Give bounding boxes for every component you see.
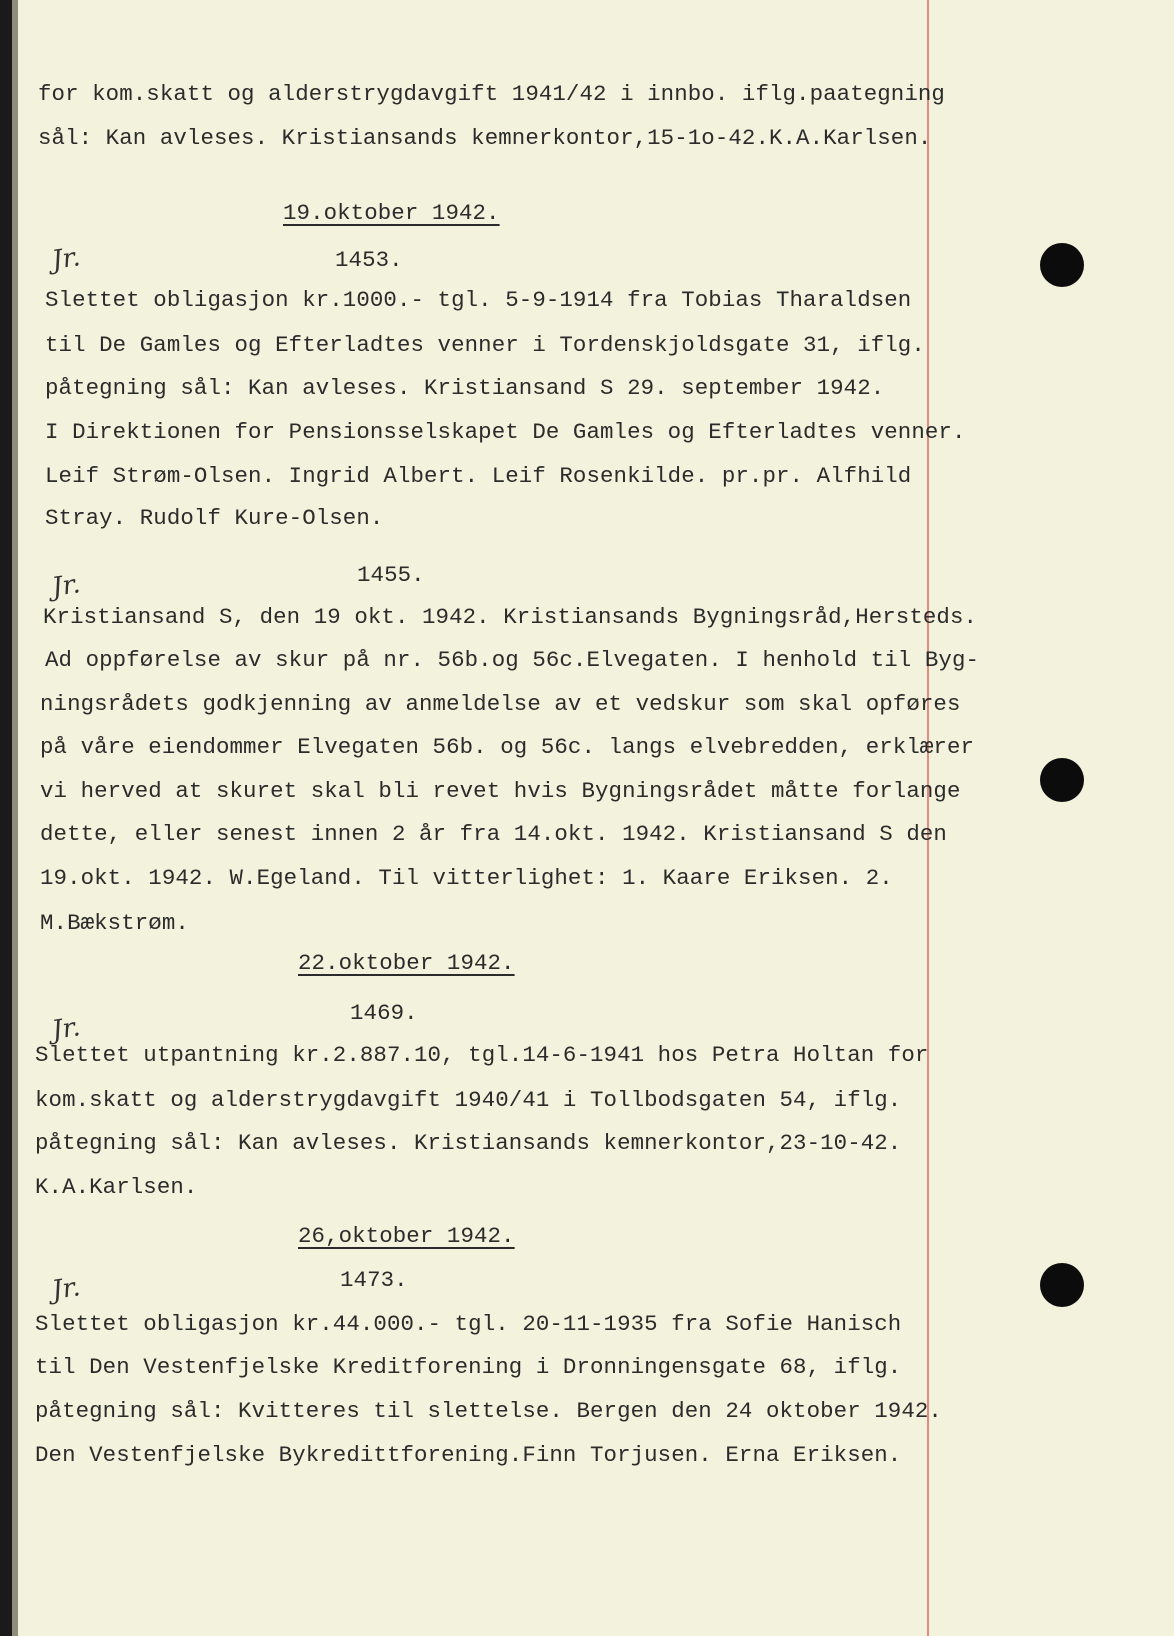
- handwritten-margin-mark: Jr.: [50, 569, 83, 603]
- handwritten-margin-mark: Jr.: [50, 1272, 83, 1306]
- punch-hole: [1040, 758, 1084, 802]
- entry-number: 1473.: [340, 1267, 408, 1293]
- entry-number: 1453.: [335, 247, 403, 273]
- text-line: Leif Strøm-Olsen. Ingrid Albert. Leif Rosenkilde. pr.pr. Alfhild: [45, 463, 912, 489]
- text-line: påtegning sål: Kvitteres til slettelse. Bergen den 24 oktober 1942.: [35, 1398, 942, 1424]
- scan-edge-shadow: [12, 0, 18, 1636]
- text-line: Den Vestenfjelske Bykredittforening.Finn Torjusen. Erna Eriksen.: [35, 1442, 902, 1468]
- handwritten-margin-mark: Jr.: [50, 1012, 83, 1046]
- text-line: på våre eiendommer Elvegaten 56b. og 56c. langs elvebredden, erklærer: [40, 734, 975, 760]
- date-heading: 26,oktober 1942.: [298, 1223, 515, 1249]
- text-line: vi herved at skuret skal bli revet hvis Bygningsrådet måtte forlange: [40, 778, 961, 804]
- text-line: Slettet obligasjon kr.44.000.- tgl. 20-11-1935 fra Sofie Hanisch: [35, 1311, 902, 1337]
- text-line: Slettet obligasjon kr.1000.- tgl. 5-9-1914 fra Tobias Tharaldsen: [45, 287, 912, 313]
- text-line: 19.okt. 1942. W.Egeland. Til vitterlighet: 1. Kaare Eriksen. 2.: [40, 865, 893, 891]
- handwritten-margin-mark: Jr.: [50, 242, 83, 276]
- text-line: Kristiansand S, den 19 okt. 1942. Kristiansands Bygningsråd,Hersteds.: [43, 604, 978, 630]
- text-line: Ad oppførelse av skur på nr. 56b.og 56c.Elvegaten. I henhold til Byg-: [45, 647, 980, 673]
- text-line: dette, eller senest innen 2 år fra 14.okt. 1942. Kristiansand S den: [40, 821, 947, 847]
- date-heading: 19.oktober 1942.: [283, 200, 500, 226]
- text-line: påtegning sål: Kan avleses. Kristiansand S 29. september 1942.: [45, 375, 885, 401]
- text-line: sål: Kan avleses. Kristiansands kemnerkontor,15-1o-42.K.A.Karlsen.: [38, 125, 932, 151]
- red-margin-line: [927, 0, 929, 1636]
- text-line: K.A.Karlsen.: [35, 1174, 198, 1200]
- date-heading: 22.oktober 1942.: [298, 950, 515, 976]
- punch-hole: [1040, 243, 1084, 287]
- entry-number: 1469.: [350, 1000, 418, 1026]
- scan-edge: [0, 0, 12, 1636]
- text-line: påtegning sål: Kan avleses. Kristiansands kemnerkontor,23-10-42.: [35, 1130, 902, 1156]
- text-line: for kom.skatt og alderstrygdavgift 1941/42 i innbo. iflg.paategning: [38, 81, 945, 107]
- punch-hole: [1040, 1263, 1084, 1307]
- text-line: til De Gamles og Efterladtes venner i Tordenskjoldsgate 31, iflg.: [45, 332, 925, 358]
- text-line: M.Bækstrøm.: [40, 910, 189, 936]
- text-line: kom.skatt og alderstrygdavgift 1940/41 i Tollbodsgaten 54, iflg.: [35, 1087, 902, 1113]
- text-line: ningsrådets godkjenning av anmeldelse av et vedskur som skal opføres: [40, 691, 961, 717]
- text-line: I Direktionen for Pensionsselskapet De Gamles og Efterladtes venner.: [45, 419, 966, 445]
- text-line: Stray. Rudolf Kure-Olsen.: [45, 505, 384, 531]
- entry-number: 1455.: [357, 562, 425, 588]
- text-line: Slettet utpantning kr.2.887.10, tgl.14-6-1941 hos Petra Holtan for: [35, 1042, 929, 1068]
- text-line: til Den Vestenfjelske Kreditforening i Dronningensgate 68, iflg.: [35, 1354, 902, 1380]
